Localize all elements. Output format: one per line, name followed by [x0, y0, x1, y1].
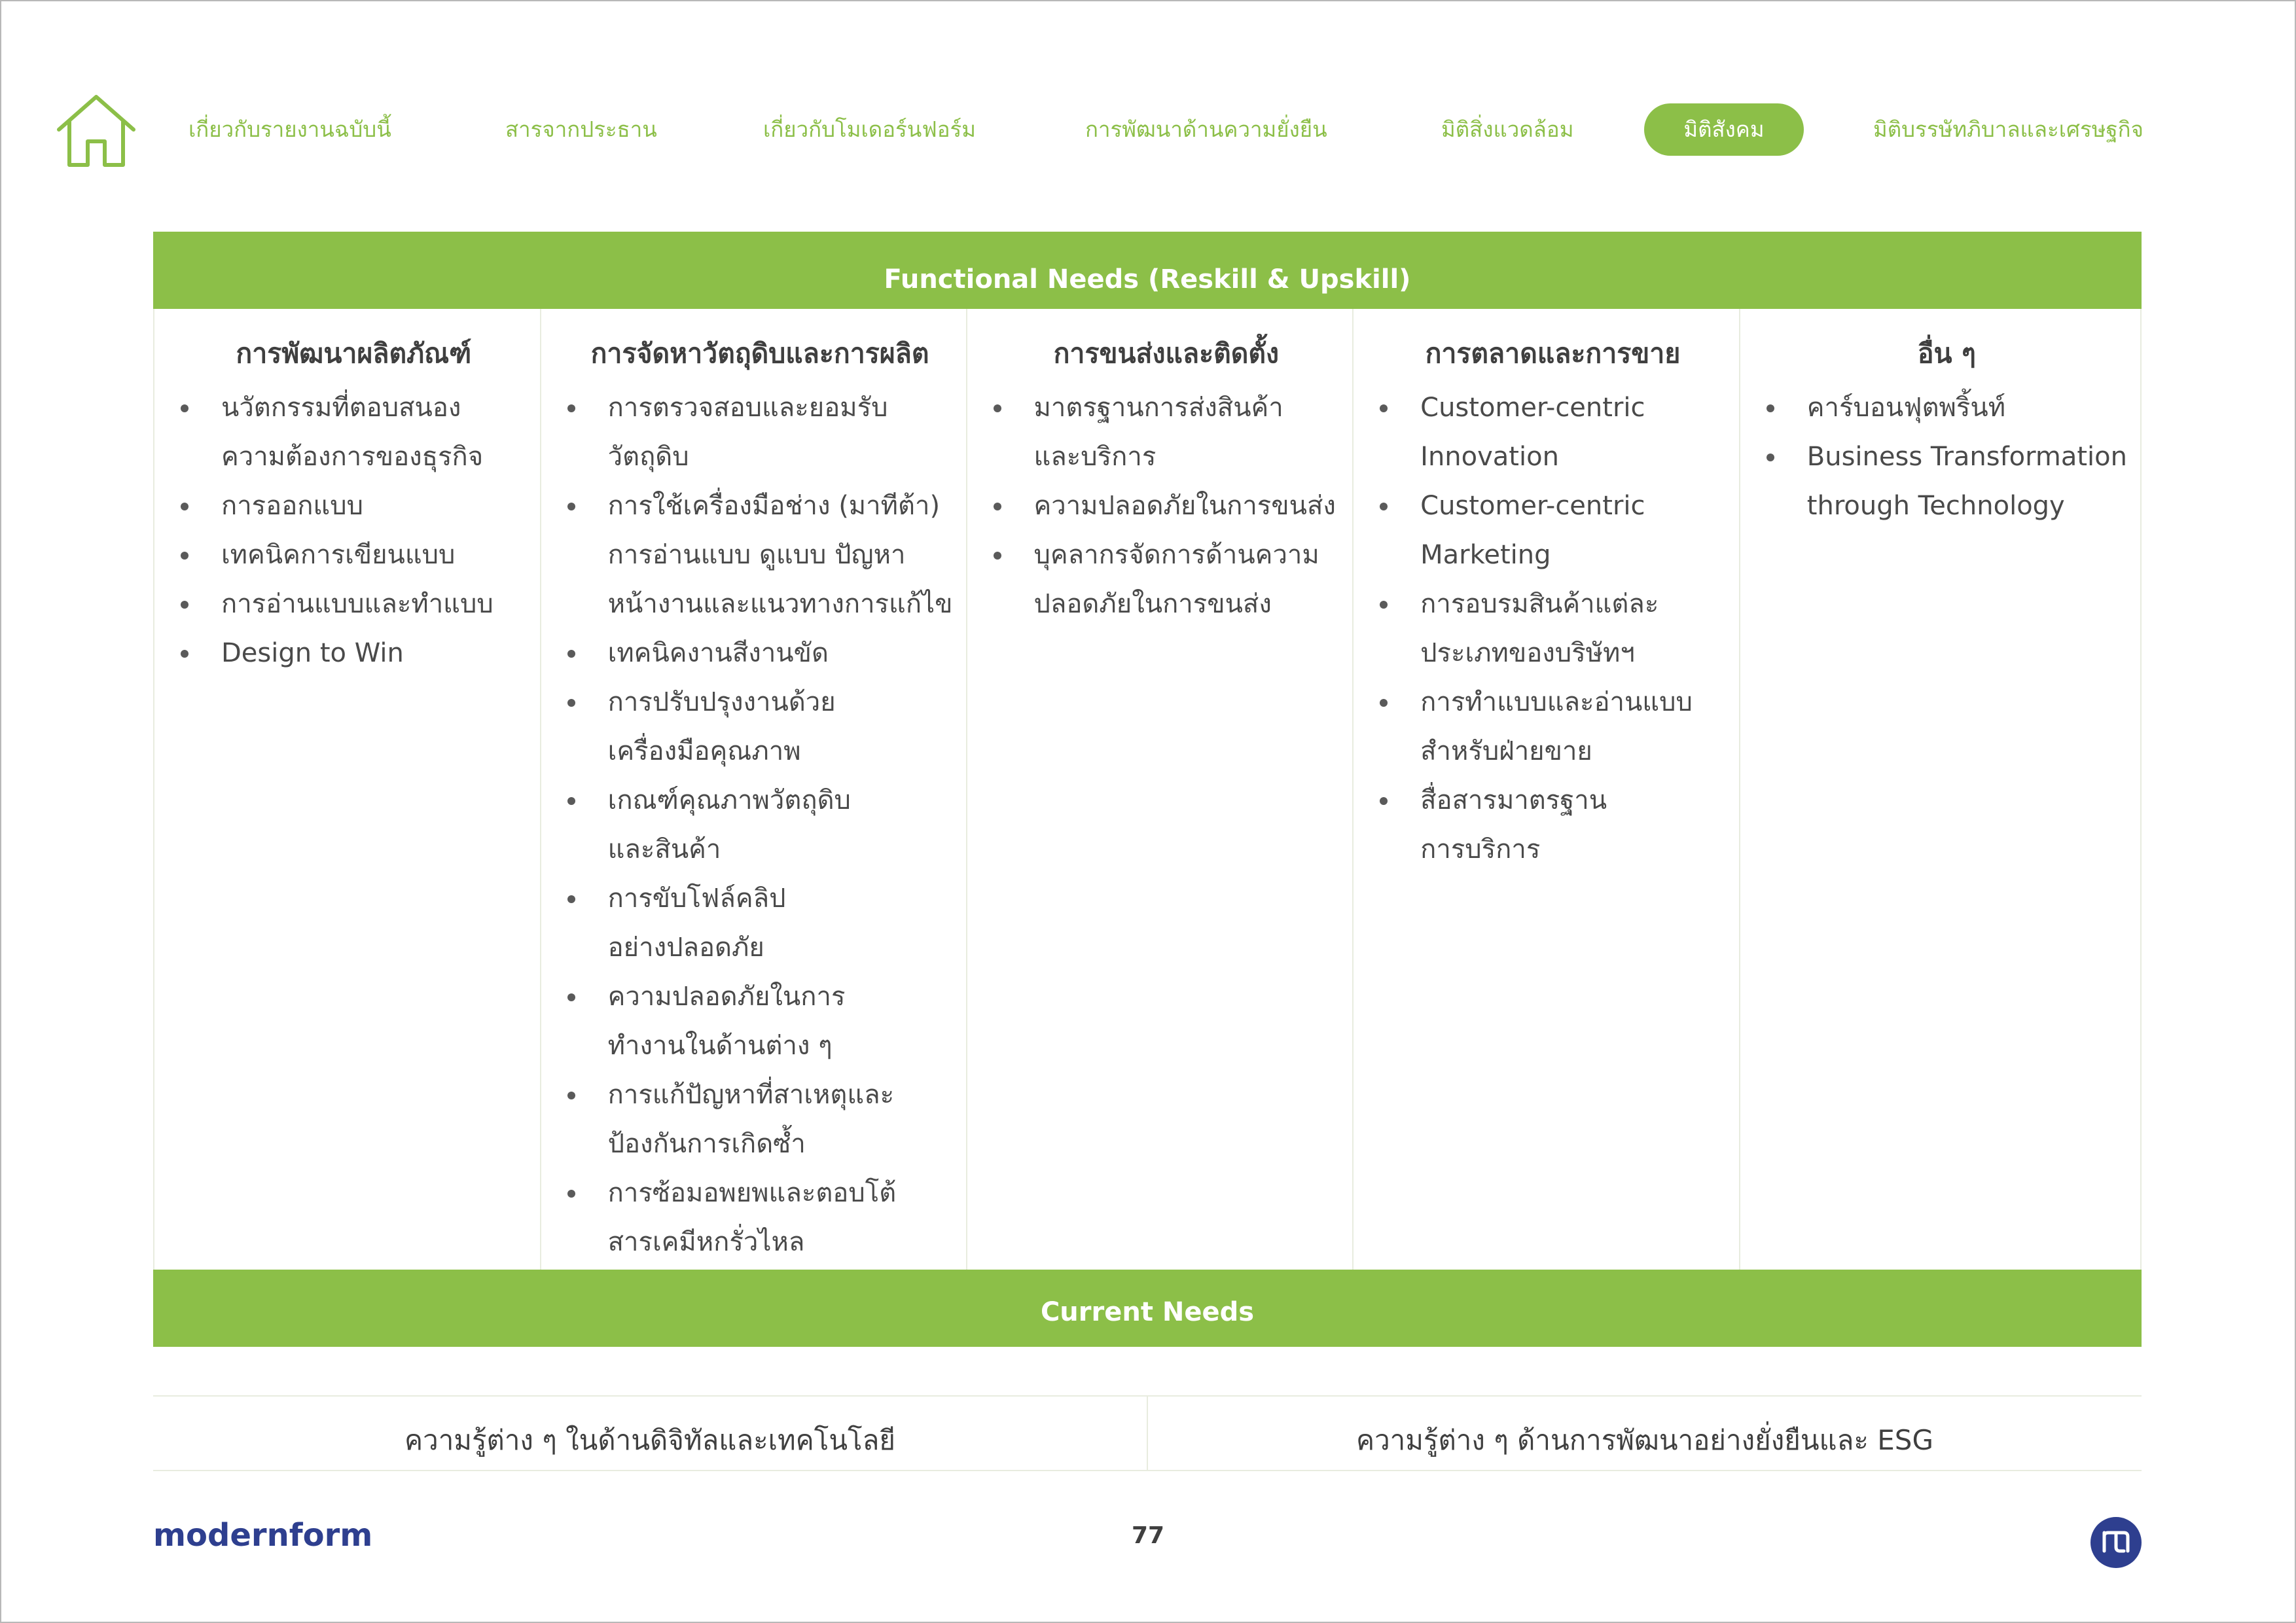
functional-needs-header: Functional Needs (Reskill & Upskill) — [153, 232, 2142, 309]
list-item-text: การซ้อมอพยพและตอบโต้ — [607, 1178, 897, 1208]
functional-needs-column — [967, 309, 1354, 1270]
bullet-list — [1380, 383, 1726, 874]
list-item-text: ความปลอดภัยในการ — [607, 982, 846, 1012]
list-item — [1380, 678, 1726, 776]
current-needs-row — [153, 1395, 2142, 1471]
list-item-text: เครื่องมือคุณภาพ — [607, 736, 801, 766]
top-nav — [0, 103, 2296, 156]
list-item-text: สารเคมีหกรั่วไหล — [607, 1227, 805, 1257]
list-item-text: Design to Win — [221, 638, 404, 668]
list-item-text: อย่างปลอดภัย — [607, 933, 764, 963]
list-item-text: Customer-centric — [1420, 393, 1645, 423]
list-item — [994, 531, 1340, 629]
list-item-text: through Technology — [1806, 491, 2065, 521]
list-item — [567, 383, 953, 482]
list-item-text: หน้างานและแนวทางการแก้ไข — [607, 589, 953, 619]
functional-needs-column — [154, 309, 541, 1270]
list-item — [567, 776, 953, 874]
list-item-text: Marketing — [1420, 540, 1551, 570]
list-item-text: Customer-centric — [1420, 491, 1645, 521]
list-item-text: การปรับปรุงงานด้วย — [607, 687, 836, 717]
functional-needs-grid — [153, 309, 2142, 1270]
list-item-text: การแก้ปัญหาที่สาเหตุและ — [607, 1080, 895, 1110]
column-title: อื่น ๆ — [1917, 338, 1976, 369]
list-item — [567, 1169, 953, 1267]
column-title: การจัดหาวัตถุดิบและการผลิต — [590, 338, 929, 369]
list-item — [181, 482, 527, 531]
list-item — [567, 482, 953, 629]
bullet-list — [994, 383, 1340, 629]
list-item-text: นวัตกรรมที่ตอบสนอง — [221, 393, 461, 423]
list-item-text: บุคลากรจัดการด้านความ — [1033, 540, 1319, 570]
list-item — [1380, 383, 1726, 482]
nav-item-governance-economy[interactable]: มิติบรรษัทภิบาลและเศรษฐกิจ — [1873, 116, 2144, 142]
list-item-text: การตรวจสอบและยอมรับ — [607, 393, 888, 423]
list-item — [181, 531, 527, 580]
list-item — [567, 874, 953, 972]
list-item-text: ประเภทของบริษัทฯ — [1420, 638, 1635, 668]
list-item-text: ความปลอดภัยในการขนส่ง — [1033, 491, 1336, 521]
list-item-text: การอ่านแบบและทำแบบ — [221, 589, 493, 619]
current-needs-header: Current Needs — [153, 1270, 2142, 1347]
functional-needs-column — [1354, 309, 1740, 1270]
nav-item-about-report[interactable]: เกี่ยวกับรายงานฉบับนี้ — [188, 116, 391, 142]
list-item — [567, 1071, 953, 1169]
list-item-text: การใช้เครื่องมือช่าง (มาทีต้า) — [607, 491, 941, 521]
list-item-text: มาตรฐานการส่งสินค้า — [1033, 393, 1283, 423]
list-item — [1380, 482, 1726, 580]
list-item-text: ความต้องการของธุรกิจ — [221, 442, 484, 472]
list-item-text: การขับโฟล์คลิป — [607, 883, 786, 914]
list-item — [1380, 776, 1726, 874]
list-item — [567, 678, 953, 776]
nav-item-about-modernform[interactable]: เกี่ยวกับโมเดอร์นฟอร์ม — [763, 116, 977, 142]
nav-item-chairman-message[interactable]: สารจากประธาน — [505, 116, 657, 142]
list-item — [1767, 433, 2127, 531]
list-item — [994, 482, 1340, 531]
list-item-text: การบริการ — [1420, 834, 1541, 865]
list-item-text: คาร์บอนฟุตพริ้นท์ — [1806, 393, 2006, 423]
list-item — [181, 629, 527, 678]
list-item — [181, 383, 527, 482]
list-item-text: สื่อสารมาตรฐาน — [1420, 785, 1607, 815]
list-item-text: วัตถุดิบ — [607, 442, 689, 472]
nav-item-social[interactable]: มิติสังคม — [1644, 103, 1804, 156]
list-item-text: ปลอดภัยในการขนส่ง — [1033, 589, 1272, 619]
column-title: การตลาดและการขาย — [1425, 338, 1681, 369]
nav-item-environment[interactable]: มิติสิ่งแวดล้อม — [1441, 116, 1574, 142]
functional-needs-column — [1740, 309, 2140, 1270]
modernform-mark-icon — [2090, 1517, 2142, 1568]
current-needs-sustainability: ความรู้ต่าง ๆ ด้านการพัฒนาอย่างยั่งยืนและ ESG — [1355, 1424, 1934, 1456]
list-item-text: การอ่านแบบ ดูแบบ ปัญหา — [607, 540, 906, 570]
column-title: การพัฒนาผลิตภัณฑ์ — [236, 338, 472, 369]
list-item-text: เทคนิคการเขียนแบบ — [221, 540, 456, 570]
page-number: 77 — [1131, 1522, 1165, 1549]
list-item — [1380, 580, 1726, 678]
list-item — [567, 972, 953, 1071]
list-item-text: เกณฑ์คุณภาพวัตถุดิบ — [607, 785, 851, 815]
list-item-text: การออกแบบ — [221, 491, 363, 521]
nav-item-sustainability[interactable]: การพัฒนาด้านความยั่งยืน — [1085, 116, 1327, 142]
list-item-text: ป้องกันการเกิดซ้ำ — [607, 1129, 806, 1159]
bullet-list — [567, 383, 953, 1267]
bullet-list — [181, 383, 527, 678]
list-item — [994, 383, 1340, 482]
list-item-text: การทำแบบและอ่านแบบ — [1420, 687, 1693, 717]
bullet-list — [1767, 383, 2127, 531]
list-item-text: Innovation — [1420, 442, 1559, 472]
list-item-text: และสินค้า — [607, 834, 721, 865]
list-item — [1767, 383, 2127, 433]
list-item-text: สำหรับฝ่ายขาย — [1420, 736, 1592, 766]
list-item — [181, 580, 527, 629]
list-item-text: เทคนิคงานสีงานขัด — [607, 638, 829, 668]
list-item-text: Business Transformation — [1806, 442, 2127, 472]
list-item-text: และบริการ — [1033, 442, 1157, 472]
list-item-text: การอบรมสินค้าแต่ละ — [1420, 589, 1659, 619]
current-needs-digital: ความรู้ต่าง ๆ ในด้านดิจิทัลและเทคโนโลยี — [153, 1397, 1148, 1470]
list-item-text: ทำงานในด้านต่าง ๆ — [607, 1031, 833, 1061]
column-title: การขนส่งและติดตั้ง — [1053, 338, 1280, 369]
functional-needs-column — [541, 309, 967, 1270]
list-item — [567, 629, 953, 678]
brand-logo-text: modernform — [153, 1517, 373, 1554]
